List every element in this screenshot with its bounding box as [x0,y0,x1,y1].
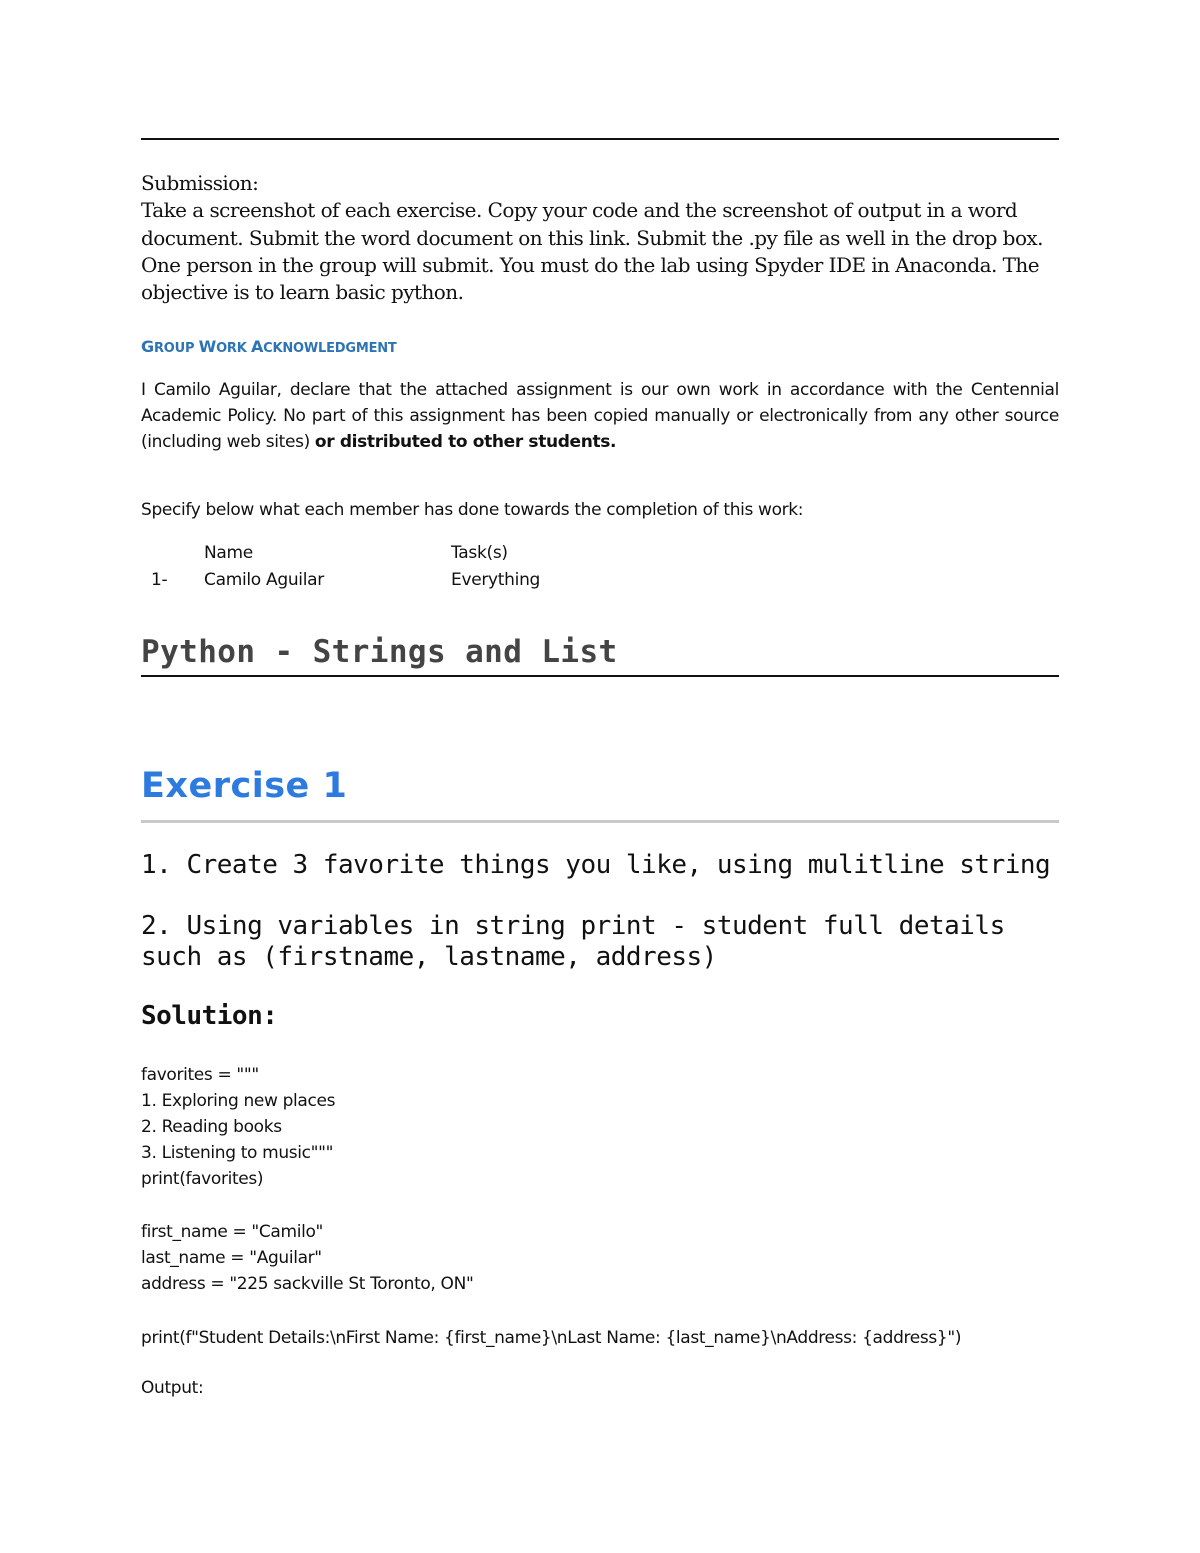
code-block-print: print(f"Student Details:\nFirst Name: {first_name}\nLast Name: {last_name}\nAddress: {address}") [141,1328,962,1348]
document-title: Python - Strings and List [141,634,618,670]
ack-heading-initial-2: W [198,337,217,356]
members-table [141,543,741,597]
ack-heading-initial-1: G [141,337,154,356]
submission-text: Take a screenshot of each exercise. Copy your code and the screenshot of output in a word document. Submit the word document on this link. Submit the .py file as well in the drop box. One person in the group will submit. You must do the lab using Spyder IDE in Anaconda. The objective is to learn basic python. [141,198,1043,305]
exercise-1-heading: Exercise 1 [141,766,348,806]
submission-section [141,170,1059,306]
member-task: Everything [451,570,541,590]
output-label: Output: [141,1378,204,1398]
acknowledgment-heading [141,337,397,356]
code-block-favorites: favorites = """ 1. Exploring new places 2. Reading books 3. Listening to music""" print(favorites) [141,1065,336,1189]
ack-text-bold: or distributed to other students. [314,432,617,452]
members-row [141,570,741,597]
header-task: Task(s) [451,543,508,563]
ack-heading-rest-2: ORK [216,341,251,356]
exercise-task-1: 1. Create 3 favorite things you like, using mulitline string [141,850,1051,880]
ack-heading-rest-3: CKNOWLEDGMENT [263,341,397,356]
member-name: Camilo Aguilar [204,570,324,590]
members-intro: Specify below what each member has done towards the completion of this work: [141,500,804,520]
exercise-1-divider [141,820,1059,823]
code-block-variables: first_name = "Camilo" last_name = "Aguilar" address = "225 sackville St Toronto, ON" [141,1222,474,1294]
ack-text-plain: I Camilo Aguilar, declare that the attached assignment is our own work in accordance with the Centennial Academic Policy. No part of this assignment has been copied manually or electronically from any other source (including web sites) [141,380,1059,452]
solution-label: Solution: [141,1001,278,1031]
exercise-task-2: 2. Using variables in string print - student full details such as (firstname, lastname, address) [141,911,1005,972]
member-num: 1- [151,570,168,590]
top-divider [141,138,1059,140]
submission-label: Submission: [141,171,259,195]
ack-heading-rest-1: ROUP [153,341,199,356]
ack-heading-initial-3: A [250,337,264,356]
acknowledgment-text [141,377,1059,455]
header-name: Name [204,543,253,563]
members-header-row [141,543,741,570]
title-divider [141,675,1059,677]
